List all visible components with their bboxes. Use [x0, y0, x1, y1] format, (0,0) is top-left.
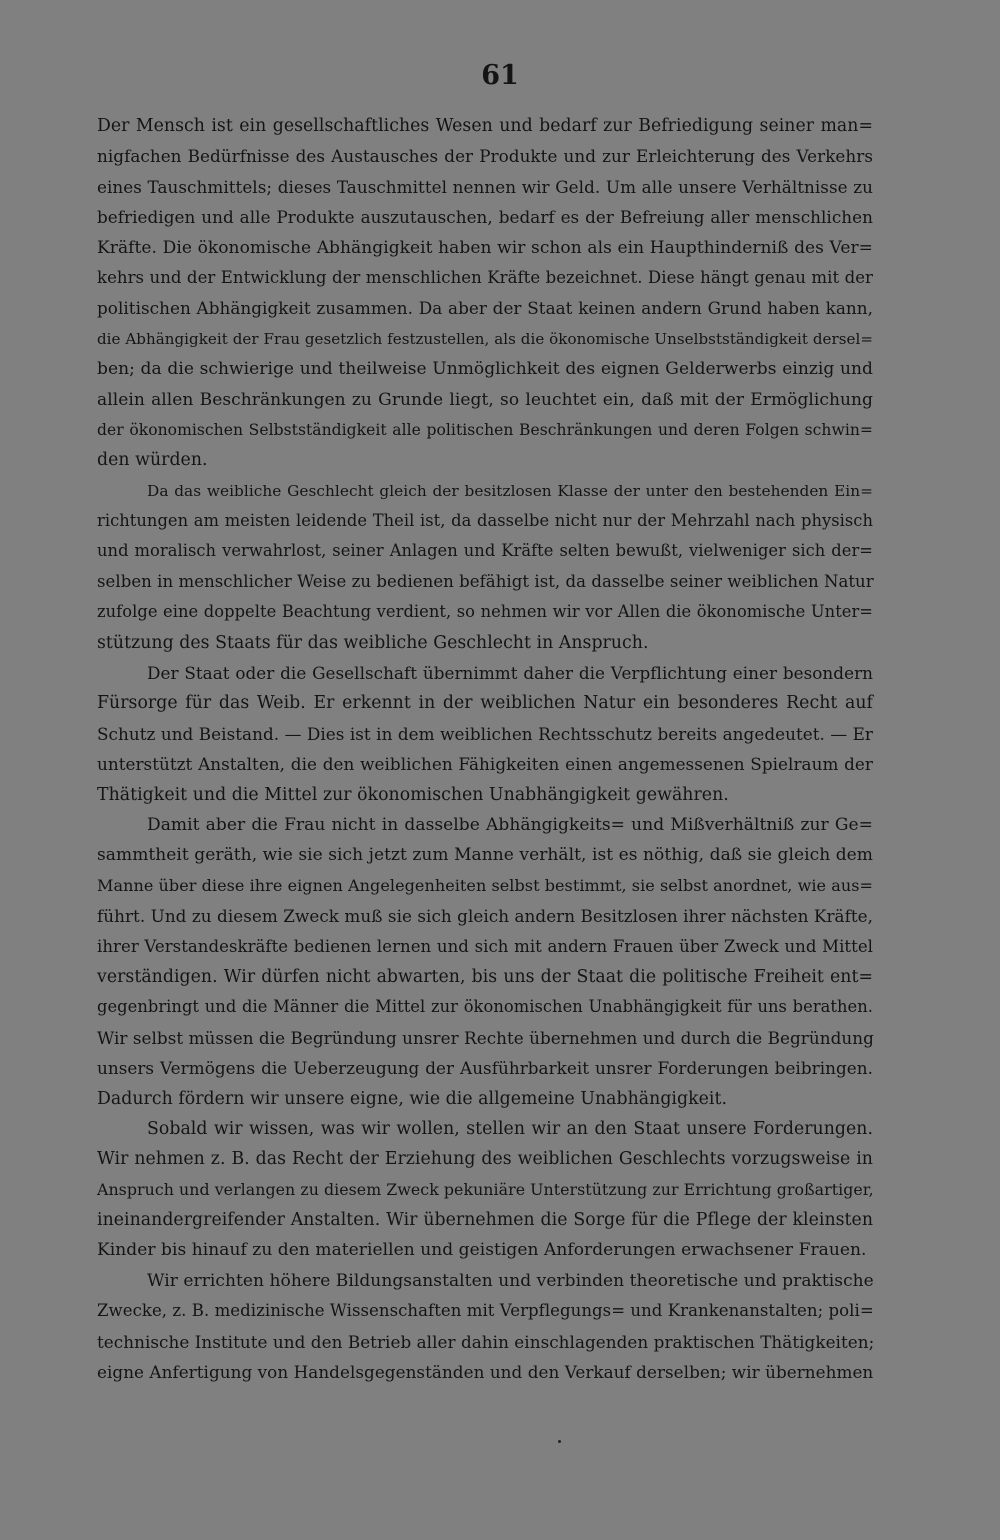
text-line: unsers Vermögens die Ueberzeugung der Ausführbarkeit unsrer Forderungen beibringen. — [97, 1058, 873, 1079]
text-line: ineinandergreifender Anstalten. Wir übernehmen die Sorge für die Pflege der kleinsten — [97, 1210, 873, 1231]
text-line: Damit aber die Frau nicht in dasselbe Abhängigkeits= und Mißverhältniß zur Ge= — [147, 814, 873, 835]
text-line: Da das weibliche Geschlecht gleich der besitzlosen Klasse der unter den bestehenden Ein= — [147, 481, 873, 500]
text-line: Kräfte. Die ökonomische Abhängigkeit haben wir schon als ein Haupthinderniß des Ver= — [97, 237, 873, 258]
text-line: Wir errichten höhere Bildungsanstalten und verbinden theoretische und praktische — [147, 1270, 874, 1291]
text-line: richtungen am meisten leidende Theil ist, da dasselbe nicht nur der Mehrzahl nach physisch — [97, 511, 873, 531]
text-line: unterstützt Anstalten, die den weiblichen Fähigkeiten einen angemessenen Spielraum der — [97, 754, 873, 775]
page-number: 61 — [481, 60, 519, 91]
text-line: Thätigkeit und die Mittel zur ökonomischen Unabhängigkeit gewähren. — [97, 784, 729, 805]
text-line: sammtheit geräth, wie sie sich jetzt zum Manne verhält, ist es nöthig, daß sie gleich dem — [97, 845, 873, 866]
text-line: Dadurch fördern wir unsere eigne, wie die allgemeine Unabhängigkeit. — [97, 1088, 728, 1109]
text-line: Der Staat oder die Gesellschaft übernimmt daher die Verpflichtung einer besondern — [147, 663, 873, 684]
text-line: eines Tauschmittels; dieses Tauschmittel nennen wir Geld. Um alle unsere Verhältnisse zu — [97, 176, 873, 197]
text-line: gegenbringt und die Männer die Mittel zur ökonomischen Unabhängigkeit für uns berathen. — [97, 997, 873, 1017]
text-line: ben; da die schwierige und theilweise Unmöglichkeit des eignen Gelderwerbs einzig und — [97, 359, 873, 380]
ink-speck — [558, 1440, 561, 1443]
text-line: technische Institute und den Betrieb aller dahin einschlagenden praktischen Thätigkeiten; — [97, 1331, 875, 1352]
text-line: stützung des Staats für das weibliche Geschlecht in Anspruch. — [97, 632, 649, 653]
text-line: Fürsorge für das Weib. Er erkennt in der weiblichen Natur ein besonderes Recht auf — [97, 693, 873, 714]
text-line: eigne Anfertigung von Handelsgegenständen und den Verkauf derselben; wir übernehmen — [97, 1362, 874, 1383]
text-line: führt. Und zu diesem Zweck muß sie sich gleich andern Besitzlosen ihrer nächsten Kräfte, — [97, 906, 873, 927]
text-line: politischen Abhängigkeit zusammen. Da aber der Staat keinen andern Grund haben kann, — [97, 298, 873, 319]
text-line: den würden. — [97, 450, 208, 471]
text-line: Zwecke, z. B. medizinische Wissenschaften mit Verpflegungs= und Krankenanstalten; poli= — [97, 1301, 874, 1321]
text-line: Der Mensch ist ein gesellschaftliches Wesen und bedarf zur Befriedigung seiner man= — [97, 116, 873, 136]
text-line: der ökonomischen Selbstständigkeit alle politischen Beschränkungen und deren Folgen schwin= — [97, 420, 873, 439]
text-line: ihrer Verstandeskräfte bedienen lernen und sich mit andern Frauen über Zweck und Mittel — [97, 936, 873, 956]
text-line: Wir nehmen z. B. das Recht der Erziehung des weiblichen Geschlechts vorzugsweise in — [97, 1149, 873, 1170]
text-line: nigfachen Bedürfnisse des Austausches der Produkte und zur Erleichterung des Verkehrs — [97, 146, 873, 167]
text-line: kehrs und der Entwicklung der menschlichen Kräfte bezeichnet. Diese hängt genau mit der — [97, 267, 873, 287]
text-line: Manne über diese ihre eignen Angelegenheiten selbst bestimmt, sie selbst anordnet, wie aus= — [97, 875, 873, 895]
text-line: Kinder bis hinauf zu den materiellen und geistigen Anforderungen erwachsener Frauen. — [97, 1240, 867, 1261]
text-line: zufolge eine doppelte Beachtung verdient, so nehmen wir vor Allen die ökonomische Unter= — [97, 602, 873, 622]
body-text — [97, 111, 873, 1387]
text-line: die Abhängigkeit der Frau gesetzlich festzustellen, als die ökonomische Unselbstständigkeit dersel= — [97, 329, 873, 348]
text-line: selben in menschlicher Weise zu bedienen befähigt ist, da dasselbe seiner weiblichen Natur — [97, 571, 874, 591]
text-line: befriedigen und alle Produkte auszutauschen, bedarf es der Befreiung aller menschlichen — [97, 207, 873, 228]
text-line: verständigen. Wir dürfen nicht abwarten, bis uns der Staat die politische Freiheit ent= — [97, 966, 873, 987]
text-line: Wir selbst müssen die Begründung unsrer Rechte übernehmen und durch die Begründung — [97, 1027, 874, 1048]
text-line: Sobald wir wissen, was wir wollen, stellen wir an den Staat unsere Forderungen. — [147, 1118, 873, 1139]
text-line: Schutz und Beistand. — Dies ist in dem weiblichen Rechtsschutz bereits angedeutet. — Er — [97, 723, 873, 744]
text-line: Anspruch und verlangen zu diesem Zweck pekuniäre Unterstützung zur Errichtung großartiger, — [97, 1179, 874, 1199]
text-line: allein allen Beschränkungen zu Grunde liegt, so leuchtet ein, daß mit der Ermöglichung — [97, 389, 873, 410]
text-line: und moralisch verwahrlost, seiner Anlagen und Kräfte selten bewußt, vielweniger sich der= — [97, 541, 873, 561]
